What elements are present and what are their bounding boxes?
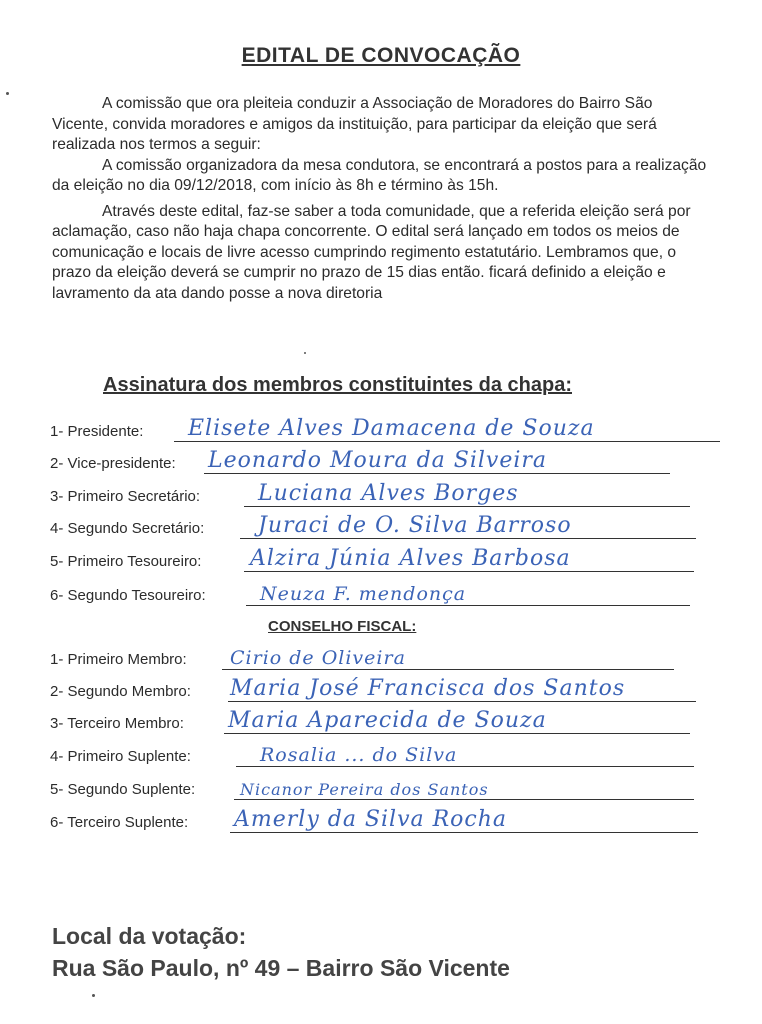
signature-row-primeiro-secretario	[50, 483, 690, 507]
scan-speck	[6, 92, 9, 95]
voting-location-address: Rua São Paulo, nº 49 – Bairro São Vicente	[52, 955, 510, 981]
handwritten-signature: Leonardo Moura da Silveira	[208, 448, 548, 473]
role-label: 5- Segundo Suplente:	[50, 781, 196, 798]
handwritten-signature: Rosalia ... do Silva	[260, 744, 458, 766]
signature-row-segundo-secretario	[50, 515, 696, 539]
signature-row-terceiro-membro	[50, 710, 690, 734]
signature-row-primeiro-tesoureiro	[50, 548, 694, 572]
signature-row-terceiro-suplente	[50, 809, 698, 833]
signature-row-vice-presidente	[50, 450, 670, 474]
role-label: 6- Terceiro Suplente:	[50, 814, 189, 831]
role-label: 1- Presidente:	[50, 423, 144, 440]
voting-location	[52, 920, 510, 984]
signature-line	[222, 669, 674, 670]
handwritten-signature: Alzira Júnia Alves Barbosa	[250, 546, 571, 571]
signature-line	[244, 571, 694, 572]
role-label: 2- Vice-presidente:	[50, 455, 176, 472]
role-label: 4- Segundo Secretário:	[50, 520, 205, 537]
signature-line	[240, 538, 696, 539]
signature-line	[234, 799, 694, 800]
voting-location-label: Local da votação:	[52, 923, 247, 949]
signature-line	[246, 605, 690, 606]
scan-speck	[92, 994, 95, 997]
signature-line	[244, 506, 690, 507]
role-label: 4- Primeiro Suplente:	[50, 748, 191, 765]
role-label: 3- Primeiro Secretário:	[50, 488, 201, 505]
document-title: EDITAL DE CONVOCAÇÃO	[241, 44, 521, 67]
paragraph-acclamation: Através deste edital, faz-se saber a toda comunidade, que a referida eleição será por aclamação, caso não haja chapa concorrente. O edital será lançado em todos os meios de comunicação e locais de livre acesso cumprindo regimento estatutário. Lembramos que, o prazo da eleição deverá se cumprir no prazo de 15 dias então. ficará definido a eleição e lavramento da ata dando posse a nova diretoria	[52, 202, 691, 302]
role-label: 1- Primeiro Membro:	[50, 651, 187, 668]
handwritten-signature: Maria José Francisca dos Santos	[230, 676, 626, 701]
signature-line	[236, 766, 694, 767]
role-label: 3- Terceiro Membro:	[50, 715, 184, 732]
role-label: 5- Primeiro Tesoureiro:	[50, 553, 202, 570]
signature-row-presidente	[50, 418, 720, 442]
signatures-heading: Assinatura dos membros constituintes da chapa:	[103, 374, 572, 396]
signature-line	[174, 441, 720, 442]
conselho-fiscal-heading: CONSELHO FISCAL:	[268, 618, 417, 635]
signature-row-primeiro-membro	[50, 646, 674, 670]
document-body	[52, 94, 712, 304]
handwritten-signature: Elisete Alves Damacena de Souza	[188, 416, 595, 441]
paragraph-invitation: A comissão que ora pleiteia conduzir a Associação de Moradores do Bairro São Vicente, convida moradores e amigos da instituição, para participar da eleição que será realizada nos termos a seguir:	[52, 95, 657, 153]
signature-line	[230, 832, 698, 833]
handwritten-signature: Nicanor Pereira dos Santos	[240, 780, 489, 799]
role-label: 2- Segundo Membro:	[50, 683, 191, 700]
handwritten-signature: Juraci de O. Silva Barroso	[258, 513, 572, 538]
handwritten-signature: Cirio de Oliveira	[230, 647, 406, 669]
signature-row-primeiro-suplente	[50, 743, 694, 767]
paragraph-election-date: A comissão organizadora da mesa condutora, se encontrará a postos para a realização da eleição no dia 09/12/2018, com início às 8h e término às 15h.	[52, 156, 707, 194]
handwritten-signature: Amerly da Silva Rocha	[234, 807, 508, 832]
signature-row-segundo-membro	[50, 678, 696, 702]
role-label: 6- Segundo Tesoureiro:	[50, 587, 206, 604]
signature-line	[204, 473, 670, 474]
scan-speck	[304, 352, 306, 354]
signature-row-segundo-tesoureiro	[50, 582, 690, 606]
handwritten-signature: Luciana Alves Borges	[258, 481, 519, 506]
handwritten-signature: Maria Aparecida de Souza	[228, 708, 547, 733]
signature-row-segundo-suplente	[50, 776, 694, 800]
handwritten-signature: Neuza F. mendonça	[260, 583, 467, 605]
signature-line	[228, 701, 696, 702]
signature-line	[224, 733, 690, 734]
